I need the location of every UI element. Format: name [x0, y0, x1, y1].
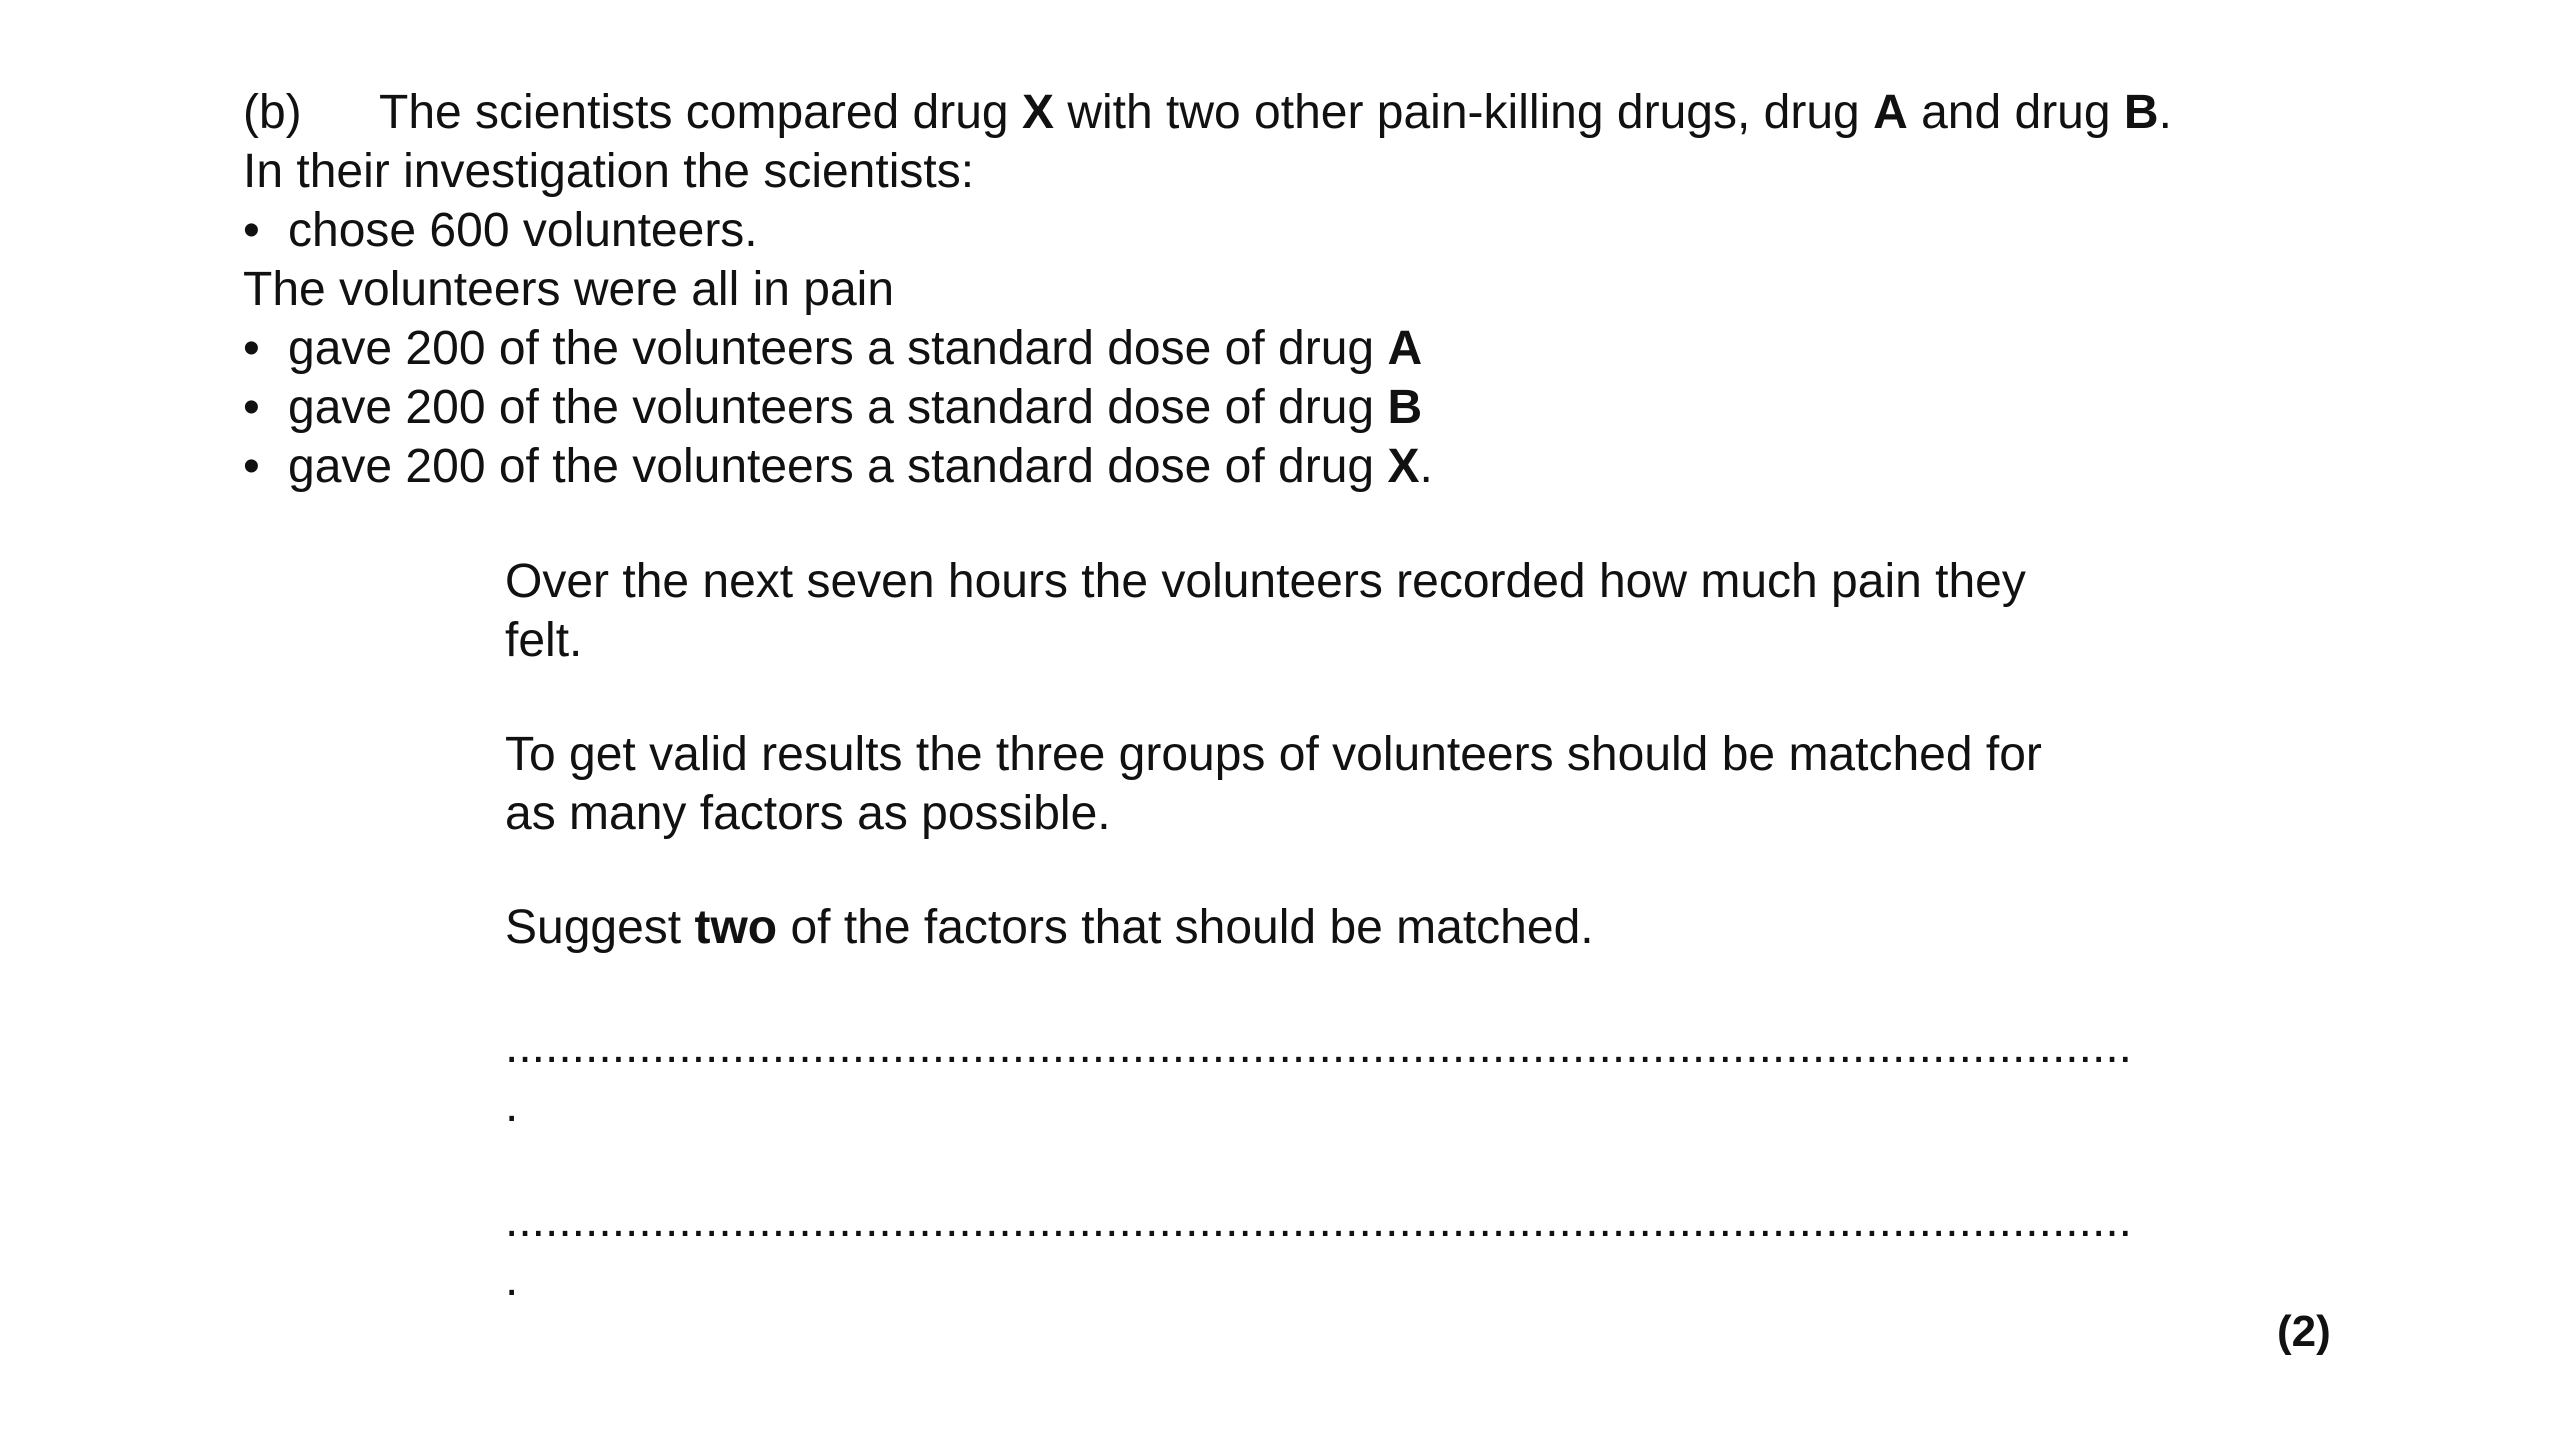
bullet-text: gave 200 of the volunteers a standard dose of drug — [288, 322, 1388, 375]
bullet-text: gave 200 of the volunteers a standard dose of drug — [288, 440, 1388, 493]
paragraph-1-line-2: felt. — [505, 614, 583, 667]
answer-line-1[interactable]: .......................................................................................................................... — [505, 1020, 2132, 1073]
drug-a-label: A — [1873, 86, 1908, 139]
volunteers-note: The volunteers were all in pain — [243, 263, 895, 316]
bullet-drug-label: B — [1387, 381, 1423, 434]
bullet-chose-volunteers — [243, 202, 758, 260]
answer-line-2[interactable]: .......................................................................................................................... — [505, 1194, 2132, 1247]
intro-text-2: with two other pain-killing drugs, drug — [1053, 86, 1874, 139]
part-label: (b) — [243, 86, 302, 139]
bullet-drug-b — [243, 379, 1422, 437]
bullet-icon: • — [243, 322, 260, 375]
intro-text-1: The scientists compared drug — [379, 86, 1022, 139]
bullet-drug-label: A — [1387, 322, 1423, 375]
bullet-text: chose 600 volunteers. — [288, 204, 758, 257]
intro-text-3: and drug — [1907, 86, 2124, 139]
prompt-bold: two — [694, 901, 778, 954]
bullet-icon: • — [243, 440, 260, 493]
prompt-pre: Suggest — [505, 901, 695, 954]
prompt-post: of the factors that should be matched. — [777, 901, 1594, 954]
paragraph-2-line-2: as many factors as possible. — [505, 787, 1111, 840]
bullet-drug-a — [243, 320, 1422, 378]
bullet-icon: • — [243, 204, 260, 257]
bullet-text: gave 200 of the volunteers a standard dose of drug — [288, 381, 1388, 434]
intro-text-4: . — [2158, 86, 2172, 139]
bullet-drug-x — [243, 438, 1433, 496]
bullet-drug-label: X — [1387, 440, 1420, 493]
drug-b-label: B — [2123, 86, 2159, 139]
bullet-icon: • — [243, 381, 260, 434]
investigation-lead: In their investigation the scientists: — [243, 145, 975, 198]
bullet-end: . — [1419, 440, 1433, 493]
paragraph-1-line-1: Over the next seven hours the volunteers recorded how much pain they — [505, 555, 2026, 608]
marks-indicator: (2) — [2277, 1307, 2331, 1356]
paragraph-2-line-1: To get valid results the three groups of volunteers should be matched for — [505, 728, 2042, 781]
answer-line-2-end: . — [505, 1253, 519, 1306]
question-prompt — [505, 899, 1594, 957]
answer-line-1-end: . — [505, 1079, 519, 1132]
question-intro-line — [243, 84, 2172, 142]
drug-x-label: X — [1021, 86, 1054, 139]
